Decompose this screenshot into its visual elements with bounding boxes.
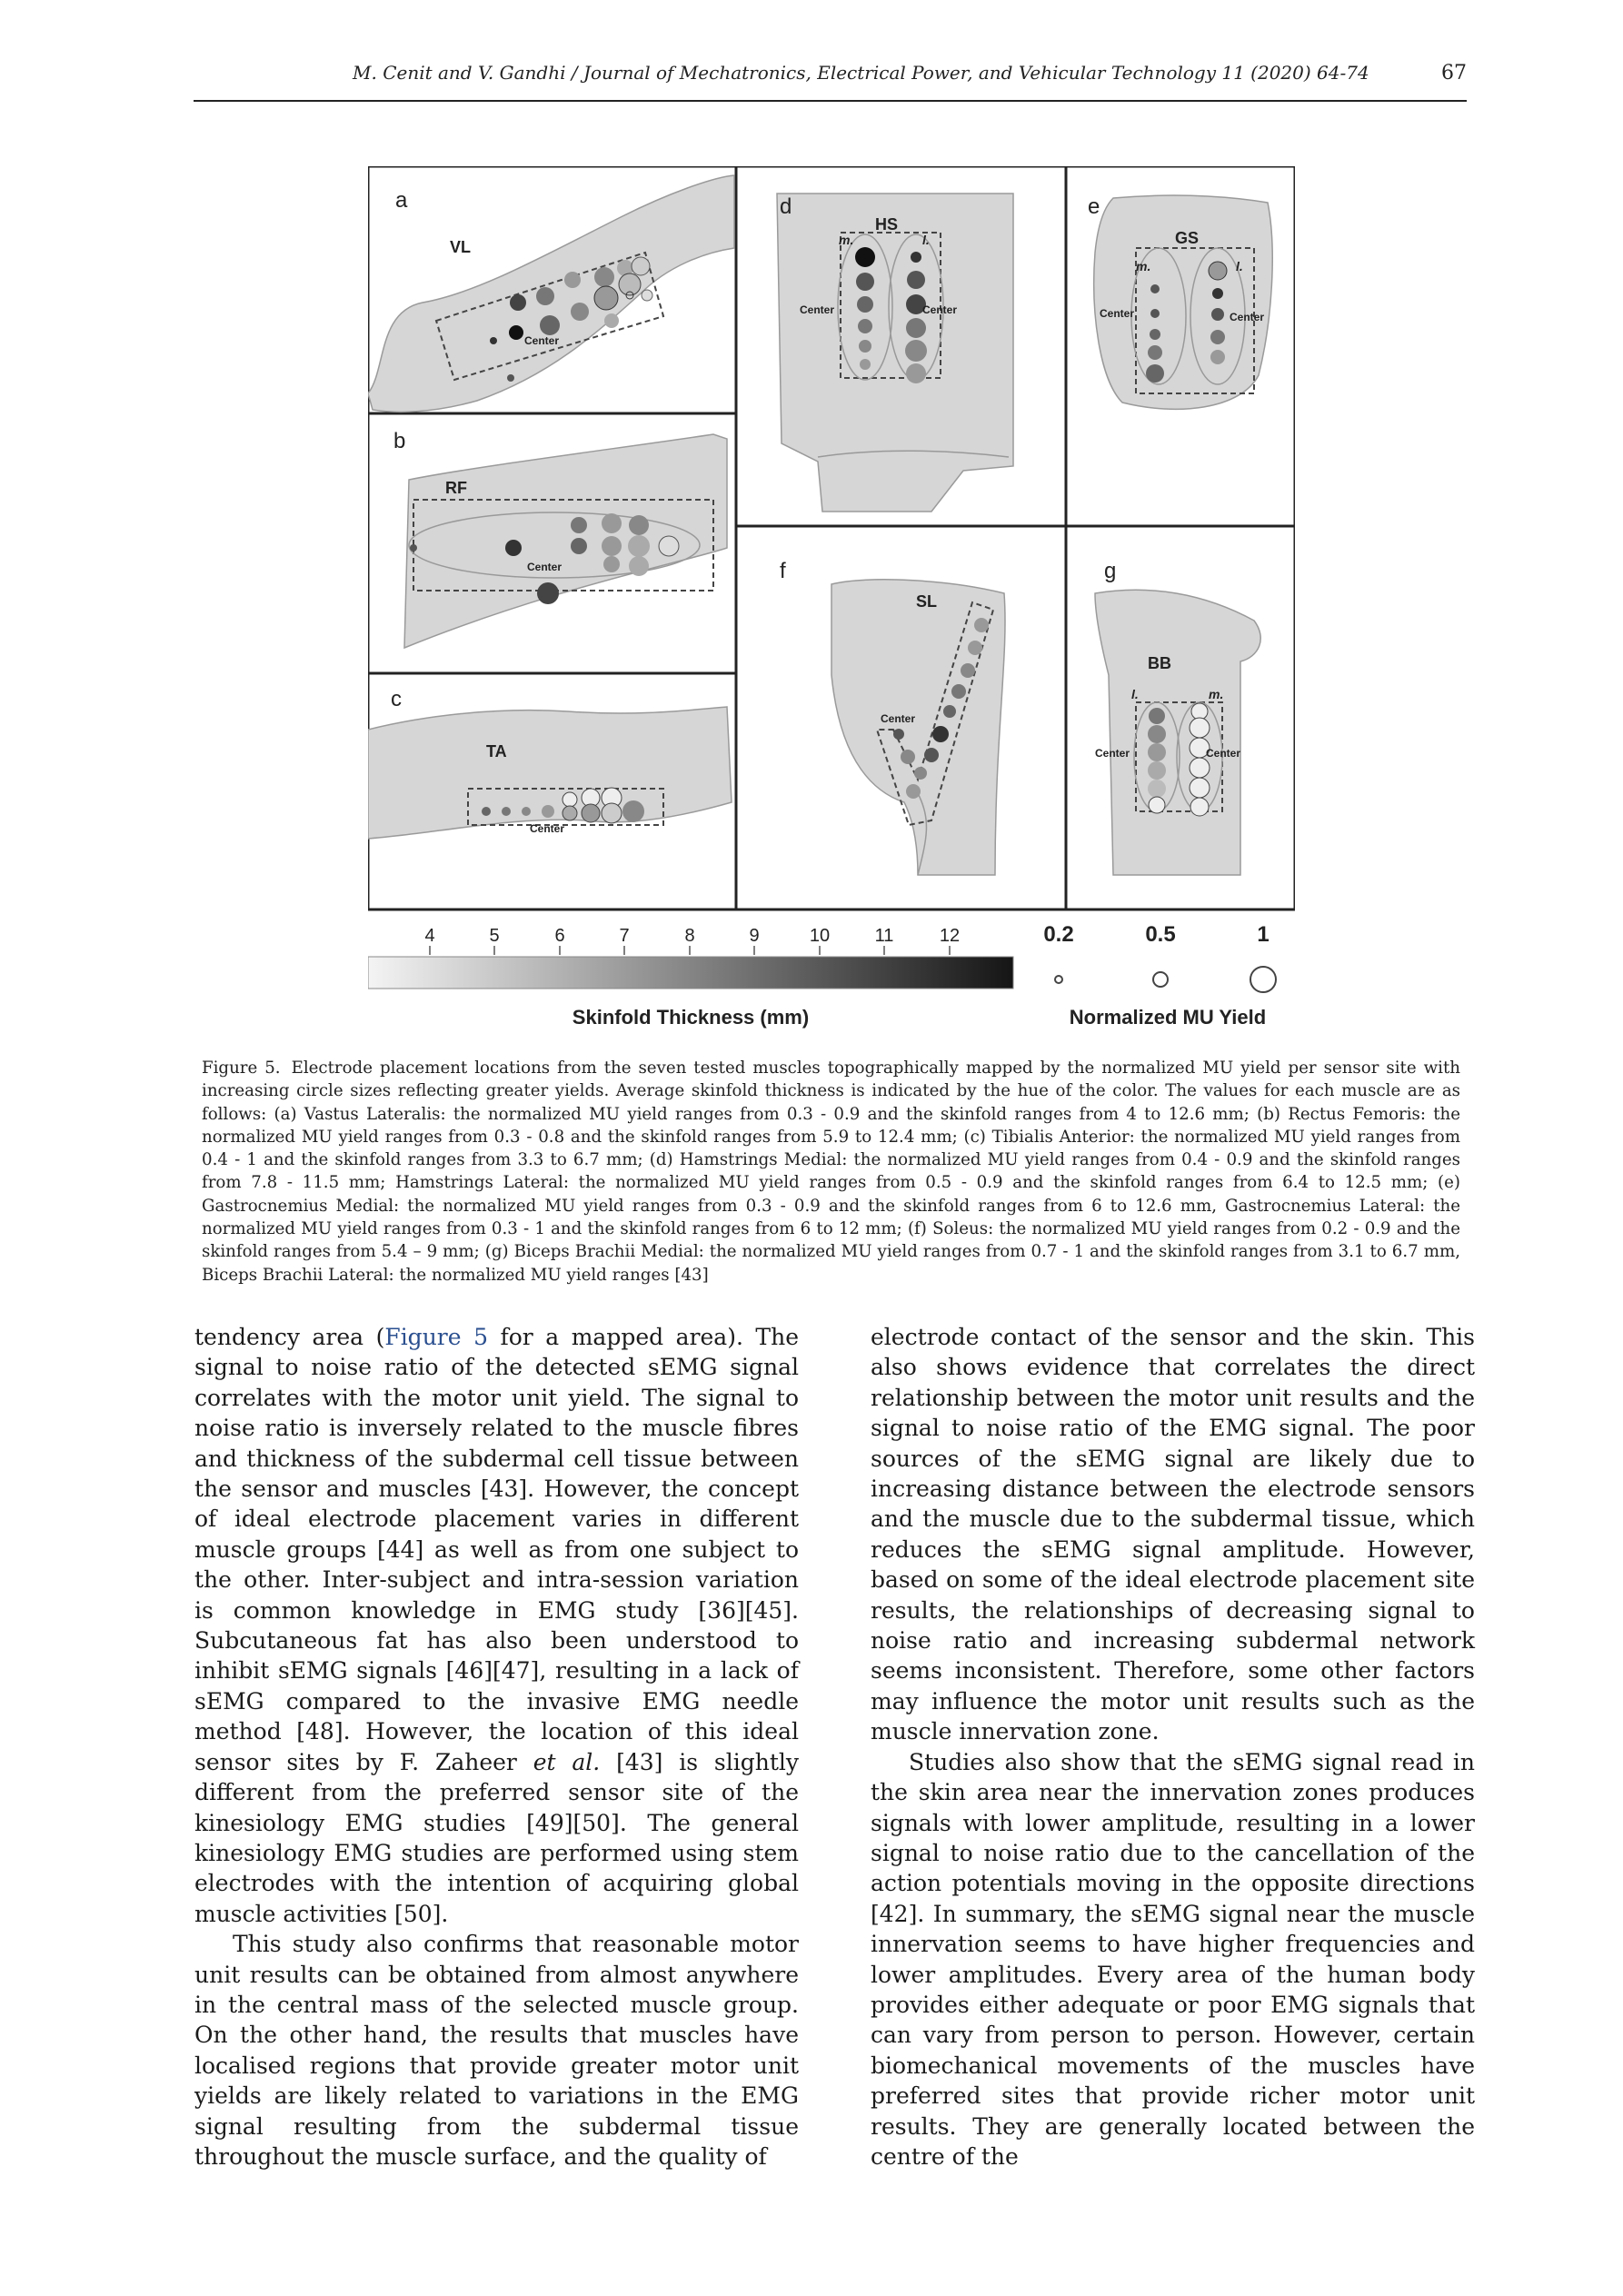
skinfold-tick-6: 6 [554,926,565,946]
panel-f-center: Center [881,712,916,725]
skinfold-tick-7: 7 [619,926,630,946]
right-paragraph-1: electrode contact of the sensor and the skin. This also shows evidence that correlates the direct relationship between the motor unit results and the signal to noise ratio of the EMG signal. The poor sources of the sEMG signal are likely due to increasing distance between the electrode sensors and the muscle due to the subdermal tissue, which reduces the sEMG signal amplitude. However, based on some of the ideal electrode placement site results, the relationships of decreasing signal to noise ratio and increasing subdermal network seems inconsistent. Therefore, some other factors may influence the motor unit results such as the muscle innervation zone. [871,1324,1475,1745]
panel-a-center: Center [524,334,560,347]
panel-b-letter: b [393,429,406,453]
left-p1-text-a: tendency area ( [194,1324,385,1350]
panel-d-center-right: Center [922,303,958,316]
panel-e-gastrocnemius [1088,194,1272,409]
skinfold-gradient-bar [368,957,1013,989]
left-paragraph-2: This study also confirms that reasonable motor unit results can be obtained from almost anywhere in the central mass of the selected muscle group. On the other hand, the results that muscles have localised regions that provide greater motor unit yields are likely related to variations in the EMG signal resulting from the subdermal tissue throughout the muscle surface, and the quality of [194,1931,799,2170]
panel-c-center: Center [530,822,565,835]
skinfold-tick-10: 10 [809,926,831,946]
skinfold-tick-5: 5 [489,926,500,946]
caption-text: Electrode placement locations from the seven tested muscles topographically mapped by the normalized MU yield per sensor site with increasing circle sizes reflecting greater yields. Average skinfold thickness is indicated by the hue of the color. The values for each muscle are as follows: (a) Vastus Lateralis: the normalized MU yield ranges from 0.3 - 0.9 and the skinfold ranges from 4 to 12.6 mm; (b) Rectus Femoris: the normalized MU yield ranges from 0.3 - 0.8 and the skinfold ranges from 5.9 to 12.4 mm; (c) Tibialis Anterior: the normalized MU yield ranges from 0.4 - 1 and the skinfold ranges from 3.3 to 6.7 mm; (d) Hamstrings Medial: the normalized MU yield ranges from 0.4 - 0.9 and the skinfold ranges from 7.8 - 11.5 mm; Hamstrings Lateral: the normalized MU yield ranges from 0.5 - 0.9 and the skinfold ranges from 6.4 to 12.5 mm; (e) Gastrocnemius Medial: the normalized MU yield ranges from 0.3 - 0.9 and the skinfold ranges from 6 to 12.6 mm, Gastrocnemius Lateral: the normalized MU yield ranges from 0.3 - 1 and the skinfold ranges from 6 to 12 mm; (f) Soleus: the normalized MU yield ranges from 0.2 - 0.9 and the skinfold ranges from 5.4 – 9 mm; (g) Biceps Brachii Medial: the normalized MU yield ranges from 0.7 - 1 and the skinfold ranges from 3.1 to 6.7 mm, Biceps Brachii Lateral: the normalized MU yield ranges [43] [202,1059,1460,1285]
running-header [194,56,1467,102]
panel-d-muscle: HS [875,215,899,234]
figure-5 [368,166,1295,1078]
running-title: M. Cenit and V. Gandhi / Journal of Mechatronics, Electrical Power, and Vehicular Technology 11 (2020) 64-74 [353,62,1369,84]
panel-b-muscle: RF [445,479,467,497]
panel-e-center-right: Center [1230,311,1265,323]
skinfold-legend-title: Skinfold Thickness (mm) [572,1006,810,1029]
skinfold-tick-9: 9 [749,926,760,946]
skinfold-tick-8: 8 [684,926,695,946]
panel-e-lateral: l. [1236,259,1243,273]
left-p1-text-c: [43] is slightly different from the preferred sensor site of the kinesiology EMG studies [49][50]. The general kinesiology EMG studies are performed using stem electrodes with the intention of acquiring global muscle activities [50]. [194,1748,799,1927]
skinfold-tick-4: 4 [424,926,435,946]
yield-tick-1: 1 [1257,922,1270,947]
panel-g-muscle: BB [1148,654,1171,672]
panel-b-center: Center [527,561,563,573]
left-p1-etal: et al. [533,1748,601,1775]
panel-e-letter: e [1088,194,1100,219]
yield-legend-title: Normalized MU Yield [1069,1006,1267,1029]
left-paragraph-1 [194,1322,799,1929]
panel-g-lateral: l. [1131,687,1139,701]
panel-c-muscle: TA [486,742,507,760]
panel-g-center-right: Center [1206,747,1241,760]
left-p1-text-b: for a mapped area). The signal to noise ratio of the detected sEMG signal correlates with the motor unit yield. The signal to noise ratio is inversely related to the muscle fibres and thickness of the subdermal cell tissue between the sensor and muscles [43]. However, the concept of ideal electrode placement varies in different muscle groups [44] as well as from one subject to the other. Inter-subject and intra-session variation is common knowledge in EMG study [36][45]. Subcutaneous fat has also been understood to inhibit sEMG signals [46][47], resulting in a lack of sEMG compared to the invasive EMG needle method [48]. However, the location of this ideal sensor sites by F. Zaheer [194,1324,800,1775]
panel-e-medial: m. [1136,259,1151,273]
yield-legend [1043,922,1276,1029]
panel-g-center-left: Center [1095,747,1130,760]
skinfold-legend [368,926,1013,1029]
yield-tick-0-5: 0.5 [1145,922,1176,947]
figure-5-graphic [368,166,1295,1078]
panel-a-muscle: VL [450,238,472,256]
caption-label: Figure 5. [202,1059,281,1078]
panel-d-medial: m. [839,233,854,247]
panel-f-letter: f [780,559,786,583]
body-column-left [194,1322,799,2172]
page-number: 67 [1441,62,1467,84]
panel-e-center-left: Center [1100,307,1135,320]
figure-5-link[interactable]: Figure 5 [384,1324,488,1350]
panel-d-letter: d [780,194,792,219]
body-column-right [871,1322,1475,2172]
panel-d-lateral: l. [922,233,930,247]
panel-g-letter: g [1104,559,1117,583]
skinfold-tick-12: 12 [939,926,961,946]
skinfold-tick-11: 11 [874,926,894,946]
right-paragraph-2: Studies also show that the sEMG signal read in the skin area near the innervation zones produces signals with lower amplitude, resulting in a lower signal to noise ratio due to the cancellation of the action potentials moving in the opposite directions [42]. In summary, the sEMG signal near the muscle innervation seems to have higher frequencies and lower amplitudes. Every area of the human body provides either adequate or poor EMG signals that can vary from person to person. However, certain biomechanical movements of the muscles have preferred sites that provide richer motor unit results. They are generally located between the centre of the [871,1748,1475,2170]
yield-tick-0-2: 0.2 [1043,922,1074,947]
panel-g-medial: m. [1209,687,1224,701]
panel-d-center-left: Center [800,303,835,316]
panel-a-letter: a [395,188,408,213]
panel-e-muscle: GS [1175,229,1200,247]
figure-caption [202,1057,1460,1287]
panel-f-muscle: SL [916,592,938,611]
panel-c-letter: c [391,687,402,711]
